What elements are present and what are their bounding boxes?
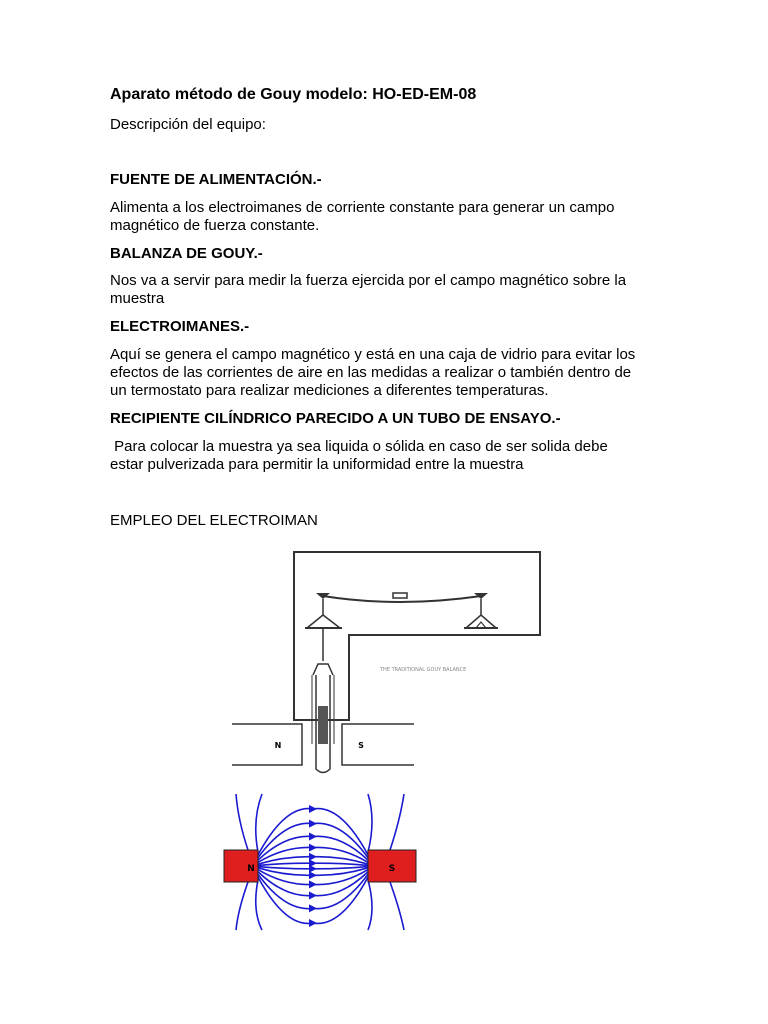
section-heading-electroimanes: ELECTROIMANES.- (110, 318, 250, 335)
balance-caption: THE TRADITIONAL GOUY BALANCE (380, 667, 467, 673)
section-text-electroimanes-line-3: un termostato para realizar mediciones a diferentes temperaturas. (110, 382, 549, 399)
field-line-outer-n-bottom (236, 882, 248, 930)
empleo-heading: EMPLEO DEL ELECTROIMAN (110, 512, 318, 529)
balance-beam (323, 596, 481, 602)
field-north-label: N (247, 864, 255, 874)
sample-powder (318, 706, 328, 744)
section-text-electroimanes-line-1: Aquí se genera el campo magnético y está en una caja de vidrio para evitar los (110, 346, 636, 363)
balance-north-label: N (274, 741, 282, 750)
section-text-fuente-line-2: magnético de fuerza constante. (110, 217, 320, 234)
field-line-outer-n-bottom-2 (256, 880, 262, 930)
field-line-outer-s-bottom-2 (368, 880, 372, 930)
section-text-electroimanes-line-2: efectos de las corrientes de aire en las medidas a realizar o también dentro de (110, 364, 632, 381)
section-text-recipiente-line-1: Para colocar la muestra ya sea liquida o sólida en caso de ser solida debe (110, 438, 608, 455)
section-heading-balanza: BALANZA DE GOUY.- (110, 245, 263, 262)
field-line-outer-s-top (390, 794, 404, 850)
field-line-outer-n-top-2 (256, 794, 262, 852)
gouy-balance-diagram (228, 544, 548, 776)
document-subtitle: Descripción del equipo: (110, 116, 266, 133)
field-line-7 (258, 867, 368, 869)
section-heading-recipiente: RECIPIENTE CILÍNDRICO PARECIDO A UN TUBO DE ENSAYO.- (110, 410, 561, 427)
field-line-6 (258, 863, 368, 865)
section-text-balanza-line-2: muestra (110, 290, 165, 307)
magnetic-field-diagram (218, 790, 428, 932)
balance-south-label: S (358, 741, 364, 750)
left-pan (307, 615, 340, 628)
document-title: Aparato método de Gouy modelo: HO-ED-EM-08 (110, 86, 477, 103)
north-magnet-block (232, 724, 302, 765)
field-line-outer-s-top-2 (368, 794, 372, 852)
field-line-outer-s-bottom (390, 882, 404, 930)
glass-case-outline (294, 552, 540, 720)
section-heading-fuente: FUENTE DE ALIMENTACIÓN.- (110, 171, 322, 188)
field-line-outer-n-top (236, 794, 248, 850)
section-text-recipiente-line-2: estar pulverizada para permitir la uniformidad entre la muestra (110, 456, 524, 473)
beam-pointer (393, 593, 407, 598)
tube-stopper (313, 664, 333, 675)
field-south-label: S (388, 864, 396, 874)
section-text-fuente-line-1: Alimenta a los electroimanes de corriente constante para generar un campo (110, 199, 615, 216)
south-magnet-block (342, 724, 414, 765)
section-text-balanza-line-1: Nos va a servir para medir la fuerza ejercida por el campo magnético sobre la (110, 272, 627, 289)
